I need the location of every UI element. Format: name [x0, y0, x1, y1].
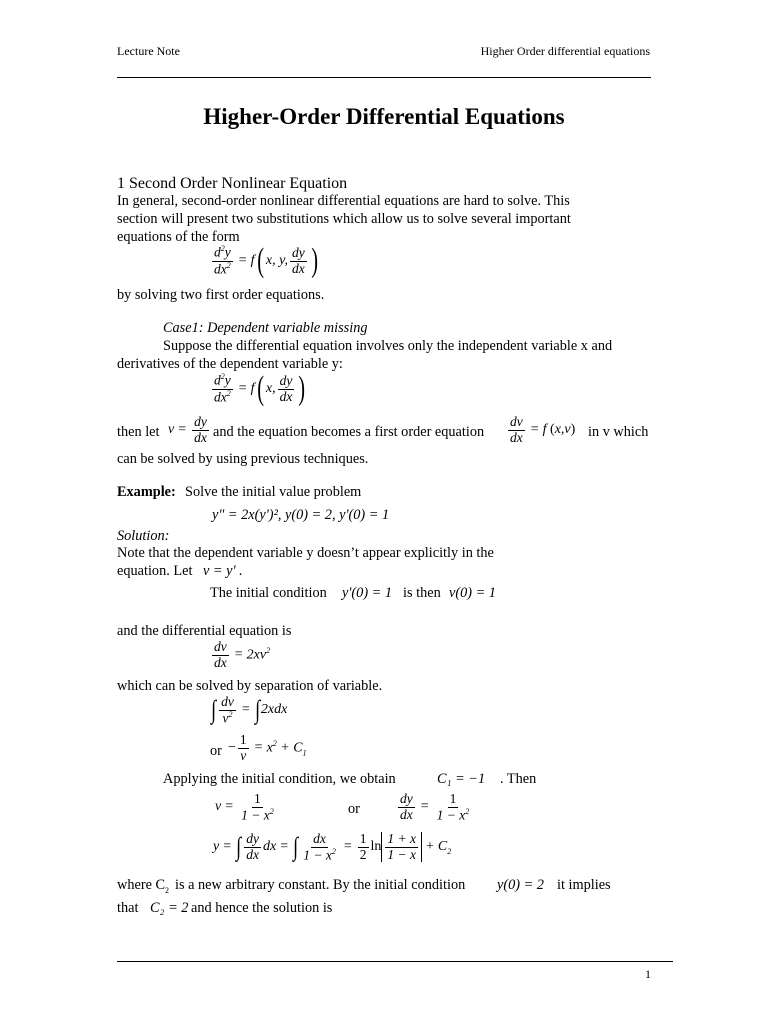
paragraph-line: or [210, 743, 222, 759]
equation-v-yprime: v = y' . [203, 563, 243, 579]
equation-v-solved: v = $\frac{1}{1 - x^2}$ [215, 791, 274, 823]
paragraph-line: or [348, 801, 360, 817]
paragraph-line: which can be solved by separation of variable. [117, 678, 383, 694]
paragraph-line: it implies [557, 877, 611, 893]
case-heading: Case1: Dependent variable missing [163, 320, 368, 336]
paragraph-line: and hence the solution is [191, 900, 333, 916]
equation-dy-dx: $\frac{dy}{dx}$ = $\frac{1}{1 - x^2}$ [400, 791, 470, 823]
paragraph-line: by solving two first order equations. [117, 287, 325, 303]
equation-c2: C₂ = 2 [150, 900, 189, 916]
paragraph-line: in v which [588, 424, 649, 440]
equation-integral: ∫ $\frac{dv}{v^2}$ = ∫ 2xdx [211, 694, 288, 726]
paragraph-line: where $C_2$ [117, 877, 170, 895]
equation-ivp: y" = 2x(y')², y(0) = 2, y'(0) = 1 [212, 507, 390, 523]
equation-integrated: − $\frac{1}{v}$ = $x^2 + C_1$ [228, 732, 307, 763]
paragraph-line: is then [403, 585, 441, 601]
paragraph-line: Note that the dependent variable y doesn’t appear explicitly in the [117, 545, 494, 561]
equation-general: $\frac{d^2y}{dx^2}$ = f ( x, y, $\frac{dy}{dx}$ ) [214, 242, 318, 279]
header-left: Lecture Note [117, 44, 180, 58]
paragraph-line: The initial condition [210, 585, 327, 601]
paragraph-line: Solve the initial value problem [185, 484, 362, 500]
footer-rule [117, 961, 673, 962]
paragraph-line: then let [117, 424, 160, 440]
equation-first-order: $\frac{dv}{dx}$ = f ( x,v ) [510, 414, 576, 445]
equation-dv-dx: $\frac{dv}{dx}$ = $2xv^2$ [214, 639, 271, 670]
equation-ic2: v(0) = 1 [449, 585, 496, 601]
paragraph-line: that [117, 900, 139, 916]
header-rule [117, 77, 651, 78]
paragraph-line: derivatives of the dependent variable y: [117, 356, 343, 372]
equation-c1: C₁ = −1 [437, 771, 486, 787]
paragraph-line: Suppose the differential equation involves only the independent variable x and [163, 338, 613, 354]
equation-y0: y(0) = 2 [497, 877, 544, 893]
equation-v-def: v = $\frac{dy}{dx}$ [168, 414, 207, 445]
header-right: Higher Order differential equations [480, 44, 650, 58]
paragraph-line: and the equation becomes a first order equation [213, 424, 485, 440]
paragraph-line: . Then [500, 771, 537, 787]
solution-label: Solution: [117, 528, 170, 544]
paragraph-line: equations of the form [117, 229, 240, 245]
paragraph-line: In general, second-order nonlinear differential equations are hard to solve. This [117, 193, 570, 209]
paragraph-line: Applying the initial condition, we obtain [163, 771, 396, 787]
equation-ic1: y'(0) = 1 [342, 585, 393, 601]
paragraph-line: section will present two substitutions which allow us to solve several important [117, 211, 571, 227]
equation-y-integral: y = ∫ $\frac{dy}{dx}$ dx = ∫ $\frac{dx}{1 - x^2}$ = $\frac{1}{2}$ ln $\frac{1 + x}{1 - x}$ + $C_2$ [213, 831, 452, 863]
section-heading: 1 Second Order Nonlinear Equation [117, 175, 348, 192]
example-label: Example: [117, 484, 176, 500]
page-number: 1 [645, 967, 651, 981]
equation-case1: $\frac{d^2y}{dx^2}$ = f ( x, $\frac{dy}{dx}$ ) [214, 370, 306, 407]
paragraph-line: can be solved by using previous techniques. [117, 451, 369, 467]
paragraph-line: and the differential equation is [117, 623, 292, 639]
paragraph-line: is a new arbitrary constant. By the initial condition [175, 877, 466, 893]
paragraph-line: equation. Let [117, 563, 193, 579]
page-title: Higher-Order Differential Equations [203, 104, 565, 129]
